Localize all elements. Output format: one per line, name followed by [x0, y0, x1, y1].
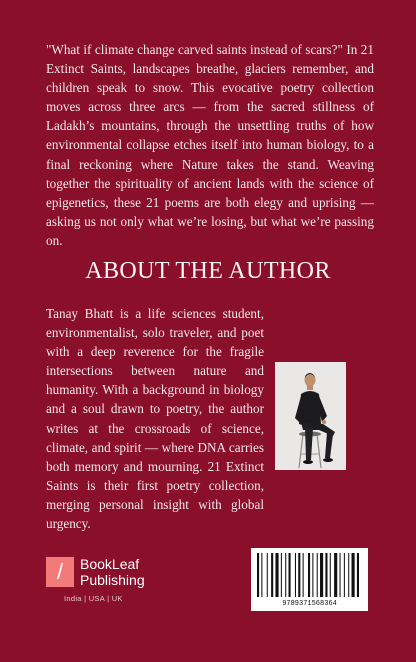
barcode-bar	[271, 553, 273, 597]
barcode-bar	[317, 553, 318, 597]
barcode-bar	[261, 553, 262, 597]
barcode-bar	[281, 553, 282, 597]
barcode-bar	[285, 553, 286, 597]
about-author-heading: ABOUT THE AUTHOR	[85, 258, 331, 284]
barcode-bar	[357, 553, 359, 597]
book-blurb: "What if climate change carved saints instead of scars?" In 21 Extinct Saints, landscapes breathe, glaciers remember, and children speak to snow. This evocative poetry collection moves across three arcs — from the sacred stillness of Ladakh’s mountains, through the unsettling truths of how environmental collapse etches itself into human biology, to a final reckoning where Nature takes the stand. Weaving together the spirituality of ancient lands with the science of epigenetics, these 21 poems are both elegy and uprising — asking us not only what we’re losing, but what we’re passing on.	[46, 42, 374, 248]
barcode-bar	[298, 553, 300, 597]
barcode-bar	[267, 553, 268, 597]
barcode-bar	[275, 553, 278, 597]
barcode-bar	[344, 553, 345, 597]
barcode-bar	[340, 553, 341, 597]
barcode-bar	[325, 553, 327, 597]
barcode-bar	[257, 553, 259, 597]
publisher-name-line1: BookLeaf	[80, 556, 140, 572]
author-bio: Tanay Bhatt is a life sciences student, environmentalist, solo traveler, and poet with a deep reverence for the fragile intersections between nature and humanity. With a background in biology and a soul drawn to poetry, the author writes at the crossroads of science, climate, and spirit — where DNA carries both memory and mourning. 21 Extinct Saints is their first poetry collection, merging personal insight with global urgency.	[46, 306, 264, 532]
barcode-bar	[312, 553, 313, 597]
barcode-bar	[348, 553, 349, 597]
publisher-logo	[46, 557, 186, 607]
barcode-bars	[257, 553, 362, 597]
barcode-bar	[334, 553, 337, 597]
barcode-bar	[303, 553, 304, 597]
barcode-bar	[295, 553, 296, 597]
publisher-regions: India | USA | UK	[64, 594, 123, 603]
barcode-bar	[330, 553, 331, 597]
isbn-number: 9789371568364	[282, 600, 337, 608]
barcode-bar	[308, 553, 310, 597]
barcode-bar	[289, 553, 291, 597]
publisher-logo-mark: /	[46, 557, 74, 587]
isbn-barcode	[251, 548, 368, 611]
barcode-bar	[320, 553, 323, 597]
barcode-bar	[352, 553, 355, 597]
publisher-name-line2: Publishing	[80, 572, 145, 588]
author-photo	[275, 362, 346, 470]
